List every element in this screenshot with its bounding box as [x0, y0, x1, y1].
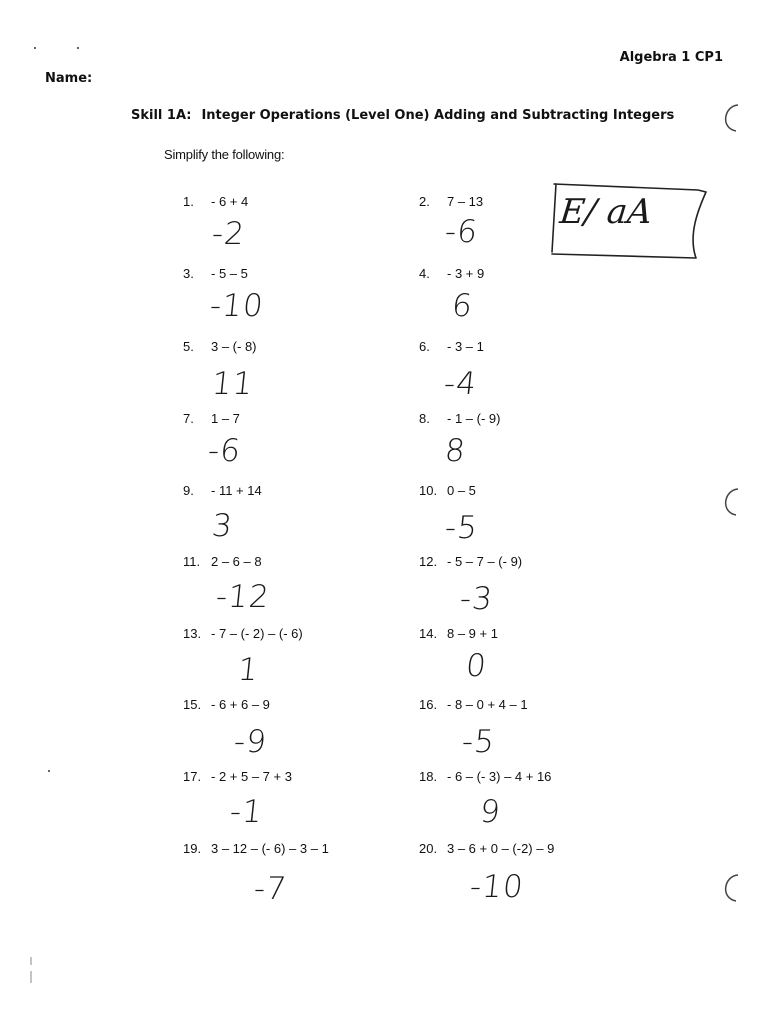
- scan-speck: [34, 47, 36, 49]
- problem-number: 8.: [419, 411, 430, 426]
- binder-hole-icon: [716, 102, 742, 134]
- problem-expression: - 3 + 9: [447, 266, 485, 281]
- handwritten-answer-9: 3: [210, 508, 235, 544]
- handwritten-answer-17: -1: [228, 794, 265, 830]
- problem-expression: - 2 + 5 – 7 + 3: [211, 769, 292, 784]
- problem-number: 19.: [183, 841, 202, 856]
- handwritten-answer-20: -10: [468, 869, 526, 905]
- handwritten-answer-11: -12: [214, 579, 272, 615]
- problem-expression: 7 – 13: [447, 194, 484, 209]
- problem-expression: - 8 – 0 + 4 – 1: [447, 697, 528, 712]
- problem-13: [183, 626, 303, 641]
- problem-9: [183, 483, 262, 498]
- problem-18: [419, 769, 551, 784]
- problem-number: 7.: [183, 411, 194, 426]
- problem-expression: - 6 – (- 3) – 4 + 16: [447, 769, 552, 784]
- scan-speck: [77, 47, 79, 49]
- problem-3: [183, 266, 248, 281]
- problem-5: [183, 339, 257, 354]
- problem-number: 6.: [419, 339, 430, 354]
- handwritten-answer-6: -4: [442, 366, 479, 402]
- handwritten-answer-10: -5: [443, 510, 480, 546]
- binder-hole-icon: [716, 486, 742, 518]
- problem-number: 13.: [183, 626, 202, 641]
- problem-number: 11.: [183, 554, 201, 569]
- problem-expression: 3 – (- 8): [211, 339, 257, 354]
- problem-expression: - 5 – 5: [211, 266, 248, 281]
- handwritten-answer-16: -5: [460, 724, 497, 760]
- problem-expression: - 11 + 14: [211, 483, 262, 498]
- problem-14: [419, 626, 498, 641]
- handwritten-answer-1: -2: [210, 216, 247, 252]
- course-label: Algebra 1 CP1: [619, 50, 723, 65]
- problem-number: 5.: [183, 339, 194, 354]
- problem-number: 3.: [183, 266, 194, 281]
- problem-number: 16.: [419, 697, 438, 712]
- problem-2: [419, 194, 483, 209]
- problem-expression: - 3 – 1: [447, 339, 484, 354]
- problem-expression: 8 – 9 + 1: [447, 626, 498, 641]
- handwritten-answer-2: -6: [443, 214, 480, 250]
- problem-17: [183, 769, 292, 784]
- problem-number: 10.: [419, 483, 438, 498]
- problem-expression: - 1 – (- 9): [447, 411, 501, 426]
- worksheet-title: [131, 108, 674, 123]
- problem-1: [183, 194, 248, 209]
- problem-number: 9.: [183, 483, 194, 498]
- problem-number: 12.: [419, 554, 438, 569]
- problem-number: 1.: [183, 194, 194, 209]
- handwritten-answer-8: 8: [443, 433, 468, 469]
- instructions: Simplify the following:: [164, 147, 285, 162]
- handwritten-answer-4: 6: [450, 288, 475, 324]
- problem-number: 20.: [419, 841, 438, 856]
- problem-16: [419, 697, 528, 712]
- problem-15: [183, 697, 270, 712]
- grade-mark: E/ aA: [557, 192, 655, 232]
- problem-7: [183, 411, 240, 426]
- problem-6: [419, 339, 484, 354]
- problem-10: [419, 483, 476, 498]
- skill-code: Skill 1A:: [131, 108, 192, 123]
- handwritten-answer-18: 9: [478, 794, 503, 830]
- problem-19: [183, 841, 329, 856]
- problem-expression: - 6 + 6 – 9: [211, 697, 270, 712]
- binder-hole-icon: [716, 872, 742, 904]
- problem-expression: 3 – 12 – (- 6) – 3 – 1: [211, 841, 329, 856]
- problem-number: 14.: [419, 626, 438, 641]
- problem-number: 4.: [419, 266, 430, 281]
- problem-20: [419, 841, 554, 856]
- name-label: Name:: [45, 71, 93, 86]
- problem-expression: - 6 + 4: [211, 194, 249, 209]
- handwritten-answer-12: -3: [458, 581, 495, 617]
- problem-12: [419, 554, 522, 569]
- handwritten-answer-14: 0: [464, 648, 489, 684]
- problem-expression: - 5 – 7 – (- 9): [447, 554, 523, 569]
- scan-speck: [48, 770, 50, 772]
- problem-11: [183, 554, 262, 569]
- edge-mark-icon: [26, 955, 36, 987]
- problem-expression: 2 – 6 – 8: [211, 554, 262, 569]
- problem-number: 17.: [183, 769, 202, 784]
- problem-expression: 3 – 6 + 0 – (-2) – 9: [447, 841, 555, 856]
- handwritten-answer-5: 11: [210, 366, 256, 402]
- handwritten-answer-19: -7: [252, 871, 289, 907]
- problem-4: [419, 266, 484, 281]
- handwritten-answer-7: -6: [206, 433, 243, 469]
- problem-expression: 1 – 7: [211, 411, 240, 426]
- problem-number: 18.: [419, 769, 438, 784]
- skill-title: Integer Operations (Level One) Adding and Subtracting Integers: [201, 108, 675, 123]
- handwritten-answer-13: 1: [236, 652, 261, 688]
- handwritten-answer-3: -10: [208, 288, 266, 324]
- problem-number: 15.: [183, 697, 202, 712]
- problem-8: [419, 411, 500, 426]
- problem-number: 2.: [419, 194, 430, 209]
- problem-expression: 0 – 5: [447, 483, 476, 498]
- problem-expression: - 7 – (- 2) – (- 6): [211, 626, 303, 641]
- handwritten-answer-15: -9: [232, 724, 269, 760]
